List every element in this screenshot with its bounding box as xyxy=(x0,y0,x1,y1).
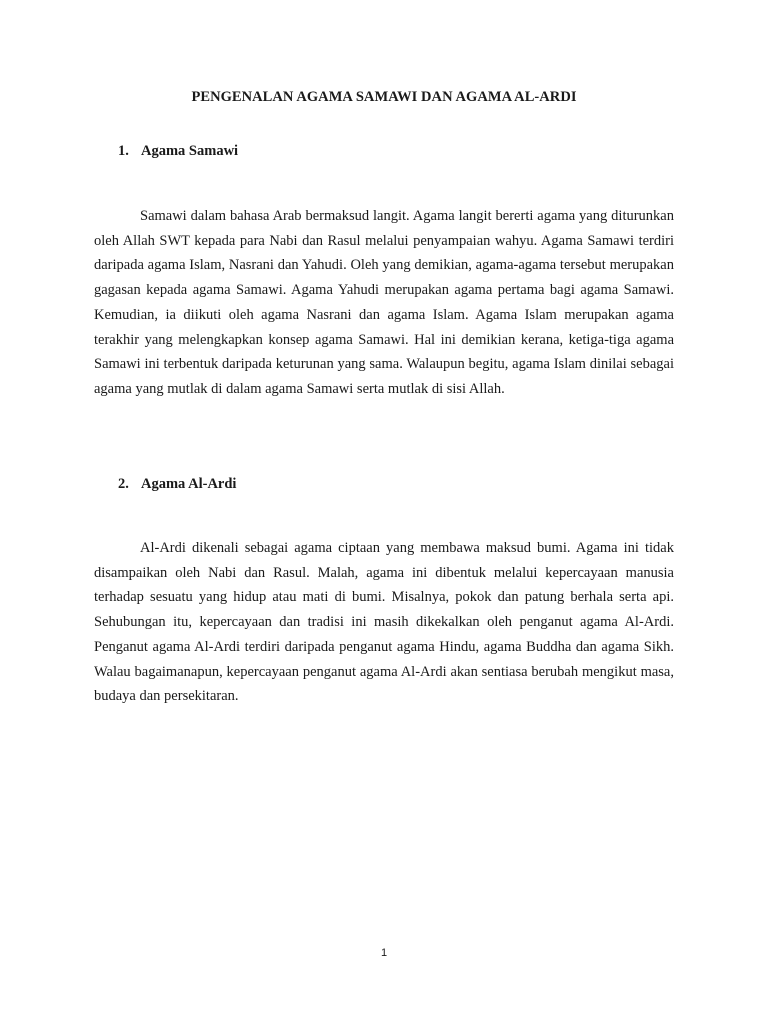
section-heading-label: Agama Al-Ardi xyxy=(141,476,237,492)
section-number: 1. xyxy=(118,143,129,159)
section-heading-agama-al-ardi xyxy=(118,476,236,493)
paragraph-agama-samawi: Samawi dalam bahasa Arab bermaksud langit. Agama langit bererti agama yang diturunkan oleh Allah SWT kepada para Nabi dan Rasul melalui penyampaian wahyu. Agama Samawi terdiri daripada agama Islam, Nasrani dan Yahudi. Oleh yang demikian, agama-agama tersebut merupakan gagasan kepada agama Samawi. Agama Yahudi merupakan agama pertama bagi agama Samawi. Kemudian, ia diikuti oleh agama Nasrani dan agama Islam. Agama Islam merupakan agama terakhir yang melengkapkan konsep agama Samawi. Hal ini demikian kerana, ketiga-tiga agama Samawi ini terbentuk daripada keturunan yang sama. Walaupun begitu, agama Islam dinilai sebagai agama yang mutlak di dalam agama Samawi serta mutlak di sisi Allah. xyxy=(94,208,674,397)
document-title: PENGENALAN AGAMA SAMAWI DAN AGAMA AL-ARDI xyxy=(191,89,577,105)
section-number: 2. xyxy=(118,476,129,492)
section-heading-agama-samawi xyxy=(118,143,238,160)
page-number: 1 xyxy=(380,947,388,959)
section-heading-label: Agama Samawi xyxy=(141,143,239,159)
paragraph-agama-al-ardi: Al-Ardi dikenali sebagai agama ciptaan yang membawa maksud bumi. Agama ini tidak disampaikan oleh Nabi dan Rasul. Malah, agama ini dibentuk melalui kepercayaan manusia terhadap sesuatu yang hidup atau mati di bumi. Misalnya, pokok dan patung berhala serta api. Sehubungan itu, kepercayaan dan tradisi ini masih dikekalkan oleh penganut agama Al-Ardi. Penganut agama Al-Ardi terdiri daripada penganut agama Hindu, agama Buddha dan agama Sikh. Walau bagaimanapun, kepercayaan penganut agama Al-Ardi akan sentiasa berubah mengikut masa, budaya dan persekitaran. xyxy=(94,540,674,705)
